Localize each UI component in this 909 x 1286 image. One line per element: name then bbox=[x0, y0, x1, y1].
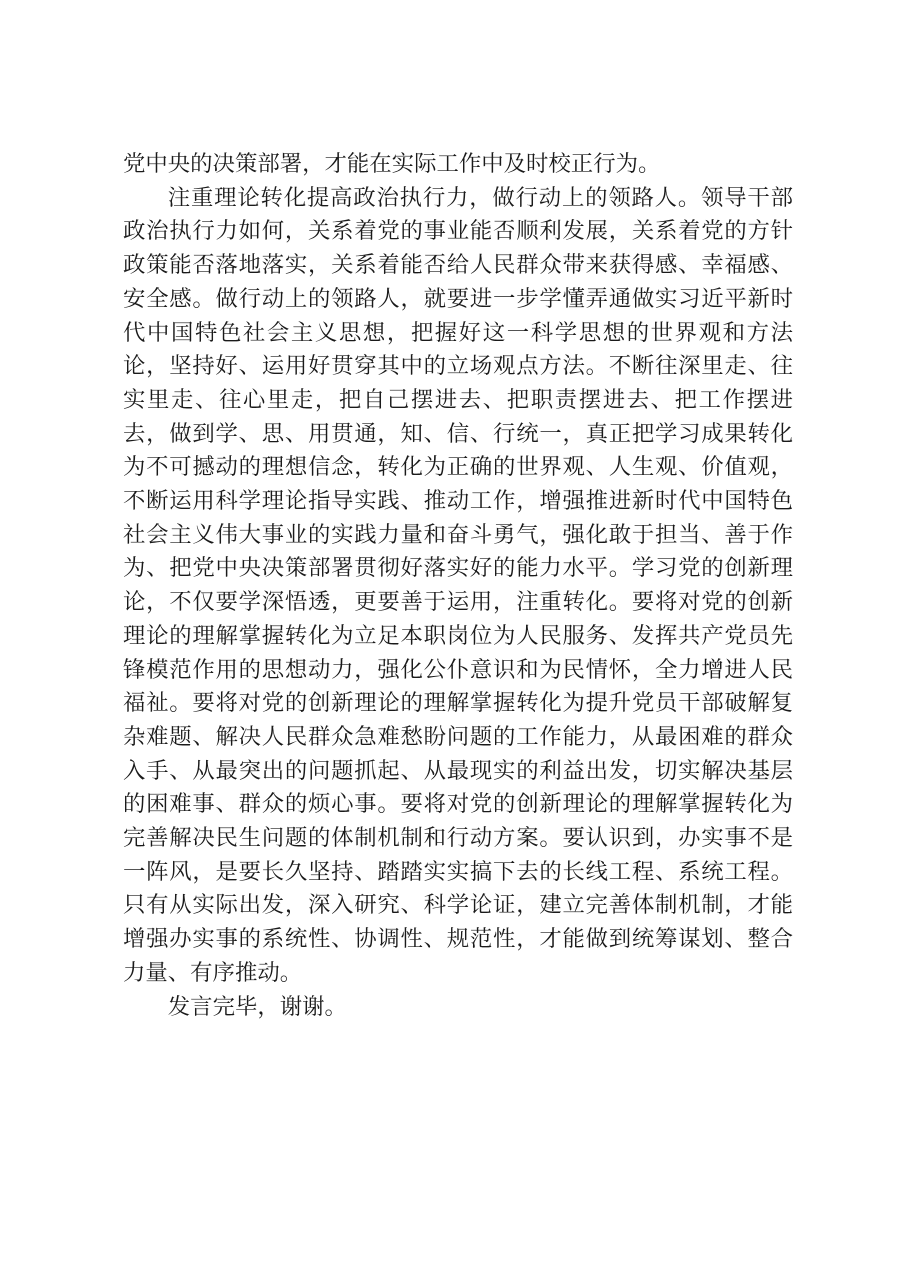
paragraph-closing: 发言完毕，谢谢。 bbox=[167, 993, 347, 1020]
paragraph-continuation: 党中央的决策部署，才能在实际工作中及时校正行为。 bbox=[123, 151, 661, 177]
paragraph-main: 注重理论转化提高政治执行力，做行动上的领路人。领导干部政治执行力如何，关系着党的事业能否顺利发展，关系着党的方针政策能否落地落实，关系着能否给人民群众带来获得感、幸福感、安全感。做行动上的领路人，就要进一步学懂弄通做实习近平新时代中国特色社会主义思想，把握好这一科学思想的世界观和方法论，坚持好、运用好贯穿其中的立场观点方法。不断往深里走、往实里走、往心里走，把自己摆进去、把职责摆进去、把工作摆进去，做到学、思、用贯通，知、信、行统一，真正把学习成果转化为不可撼动的理想信念，转化为正确的世界观、人生观、价值观，不断运用科学理论指导实践、推动工作，增强推进新时代中国特色社会主义伟大事业的实践力量和奋斗勇气，强化敢于担当、善于作为、把党中央决策部署贯彻好落实好的能力水平。学习党的创新理论，不仅要学深悟透，更要善于运用，注重转化。要将对党的创新理论的理解掌握转化为立足本职岗位为人民服务、发挥共产党员先锋模范作用的思想动力，强化公仆意识和为民情怀，全力增进人民福祉。要将对党的创新理论的理解掌握转化为提升党员干部破解复杂难题、解决人民群众急难愁盼问题的工作能力，从最困难的群众入手、从最突出的问题抓起、从最现实的利益出发，切实解决基层的困难事、群众的烦心事。要将对党的创新理论的理解掌握转化为完善解决民生问题的体制机制和行动方案。要认识到，办实事不是一阵风，是要长久坚持、踏踏实实搞下去的长线工程、系统工程。只有从实际出发，深入研究、科学论证，建立完善体制机制，才能增强办实事的系统性、协调性、规范性，才能做到统筹谋划、整合力量、有序推动。 bbox=[123, 184, 793, 986]
document-body bbox=[123, 148, 793, 1024]
